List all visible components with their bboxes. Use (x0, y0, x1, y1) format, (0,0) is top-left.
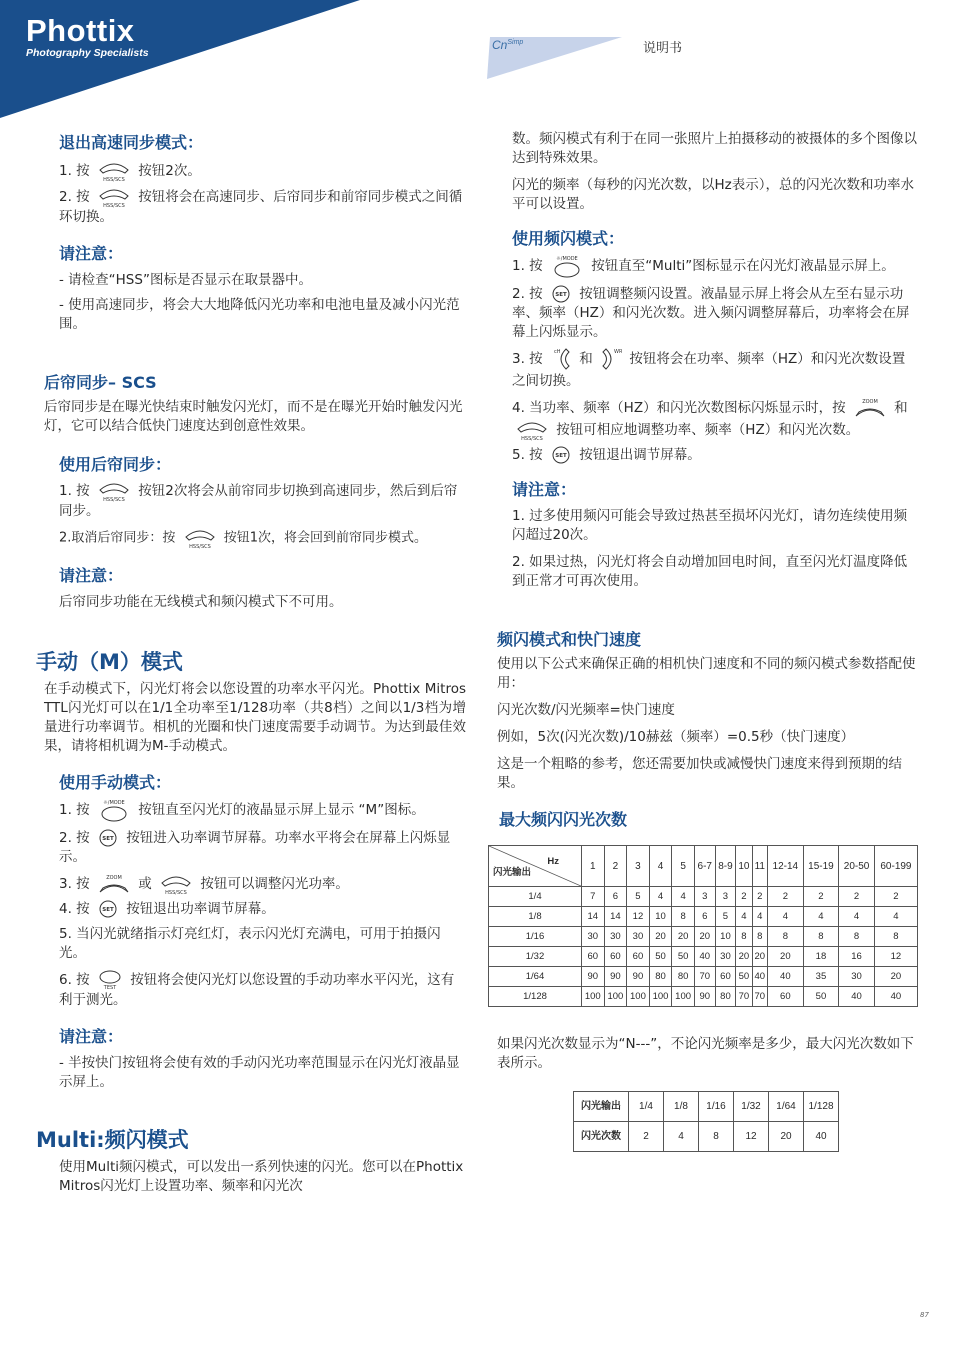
mode-button-icon (550, 254, 584, 278)
flash-count-cell: 20 (736, 947, 752, 967)
max-table-output-row (574, 1092, 839, 1122)
flash-count-cell: 60 (582, 947, 605, 967)
flash-count-cell: 70 (736, 987, 752, 1007)
hz-header-cell: 10 (736, 846, 752, 887)
flash-count-cell: 100 (627, 987, 650, 1007)
flash-count-cell: 12 (874, 947, 917, 967)
hz-label: Hz (547, 856, 559, 867)
flash-count-cell: 80 (715, 987, 736, 1007)
svg-text:WR: WR (614, 349, 623, 355)
language-label: $Cn^{Simp}$ (492, 38, 524, 52)
flash-count-cell: 4 (768, 907, 804, 927)
hss-scs-button-icon (183, 527, 217, 549)
max-count-cell: 40 (804, 1122, 839, 1152)
output-cell: 1/16 (489, 927, 582, 947)
flash-count-cell: 20 (752, 947, 768, 967)
flash-count-cell: 8 (672, 907, 695, 927)
manual-body: 在手动模式下，闪光灯将会以您设置的功率水平闪光。Phottix Mitros TTL闪光灯可以在1/1全功率至1/128功率（共8档）之间以1/3档为增量进行功率调节。相机的光圈和快门速度需要手动调节。为达到最佳效果，请将相机调为M-手动模式。 (44, 681, 466, 754)
flash-count-cell: 70 (752, 987, 768, 1007)
use-multi-step3: 3. 按 ᴄH 和 WR 按钮将会在功率、频率（HZ）和闪光次数设置之间切换。 (512, 346, 918, 391)
note3-heading: 请注意： (59, 1027, 124, 1046)
exit-hss-heading: 退出高速同步模式： (59, 133, 204, 152)
flash-count-cell: 10 (715, 927, 736, 947)
flash-count-cell: 30 (627, 927, 650, 947)
flash-count-cell: 20 (768, 947, 804, 967)
output-cell: 1/32 (489, 947, 582, 967)
output-cell: 1/128 (489, 987, 582, 1007)
flash-count-cell: 60 (604, 947, 627, 967)
flash-count-cell: 10 (649, 907, 672, 927)
hz-header-cell: 4 (649, 846, 672, 887)
use-multi-step2: 2. 按 SET 按钮调整频闪设置。液晶显示屏上将会从左至右显示功率、频率（HZ）和闪光次数。进入频闪调整屏幕后，功率将会在屏幕上闪烁显示。 (512, 286, 910, 340)
flash-count-cell: 80 (672, 967, 695, 987)
flash-count-cell: 40 (874, 987, 917, 1007)
flash-count-cell: 90 (582, 967, 605, 987)
max-count-cell: 8 (699, 1122, 734, 1152)
flash-count-cell: 40 (768, 967, 804, 987)
svg-text:HSS/SCS: HSS/SCS (165, 890, 187, 895)
svg-text:TEST: TEST (103, 985, 117, 991)
flash-count-cell: 90 (694, 987, 715, 1007)
use-multi-step1: 1. 按 ☼/MODE 按钮直至“Multi”图标显示在闪光灯液晶显示屏上。 (512, 254, 918, 278)
doc-title: 说明书 (643, 41, 683, 56)
flash-count-cell: 8 (752, 927, 768, 947)
freq-table-row (489, 947, 918, 967)
zoom-button-icon (853, 397, 887, 419)
flash-count-cell: 3 (715, 887, 736, 907)
hss-scs-button-icon (97, 186, 131, 208)
svg-text:ZOOM: ZOOM (106, 875, 122, 881)
scs-heading: 后帘同步– SCS (44, 373, 157, 392)
flash-count-cell: 4 (736, 907, 752, 927)
frequency-table (488, 845, 918, 1007)
hss-scs-button-icon (97, 160, 131, 182)
use-scs-heading: 使用后帘同步： (59, 455, 172, 474)
left-column (36, 130, 466, 1196)
flash-count-cell: 2 (752, 887, 768, 907)
use-manual-step6: 6. 按 TEST 按钮将会使闪光灯以您设置的手动功率水平闪光，这有利于测光。 (59, 969, 466, 1010)
flash-count-cell: 100 (582, 987, 605, 1007)
output-cell: 1/64 (489, 967, 582, 987)
flash-count-cell: 2 (736, 887, 752, 907)
flash-count-cell: 8 (768, 927, 804, 947)
flash-count-cell: 30 (715, 947, 736, 967)
hz-header-cell: 6-7 (694, 846, 715, 887)
hz-header-cell: 15-19 (803, 846, 839, 887)
multi-intro2: 闪光的频率（每秒的闪光次数，以Hz表示），总的闪光次数和功率水平可以设置。 (512, 177, 914, 212)
flash-count-cell: 30 (604, 927, 627, 947)
flash-count-cell: 30 (582, 927, 605, 947)
note1-heading: 请注意： (59, 244, 124, 263)
flash-count-cell: 35 (803, 967, 839, 987)
max-output-cell: 1/16 (699, 1092, 734, 1122)
svg-text:HSS/SCS: HSS/SCS (103, 203, 125, 208)
max-count-cell: 20 (769, 1122, 804, 1152)
hss-scs-button-icon (159, 873, 193, 895)
use-scs-step1: 1. 按 HSS/SCS 按钮2次将会从前帘同步切换到高速同步，然后到后帘同步。 (59, 480, 466, 521)
flash-count-cell: 7 (582, 887, 605, 907)
flash-count-cell: 50 (649, 947, 672, 967)
use-multi-heading: 使用频闪模式： (512, 229, 625, 248)
page-number: 87 (920, 1311, 929, 1319)
note4-line1: 1. 过多使用频闪可能会导致过热甚至损坏闪光灯，请勿连续使用频闪超过20次。 (512, 508, 908, 543)
svg-text:HSS/SCS: HSS/SCS (188, 544, 211, 549)
use-manual-heading: 使用手动模式： (59, 773, 172, 792)
flash-count-cell: 2 (874, 887, 917, 907)
flash-count-cell: 2 (768, 887, 804, 907)
use-multi-step5: 5. 按 SET 按钮退出调节屏幕。 (512, 447, 701, 463)
flash-count-cell: 70 (694, 967, 715, 987)
freq-table-corner (489, 846, 582, 887)
use-multi-step4: 4. 当功率、频率（HZ）和闪光次数图标闪烁显示时，按 ZOOM 和 HSS/SCS 按钮可相应地调整功率、频率（HZ）和闪光次数。 (512, 399, 908, 441)
use-manual-step5: 5. 当闪光就绪指示灯亮红灯，表示闪光灯充满电，可用于拍摄闪光。 (59, 926, 441, 961)
flash-count-cell: 14 (582, 907, 605, 927)
flash-count-cell: 60 (627, 947, 650, 967)
right-column (493, 130, 918, 1152)
max-output-cell: 1/64 (769, 1092, 804, 1122)
flash-count-cell: 2 (803, 887, 839, 907)
flash-count-cell: 50 (803, 987, 839, 1007)
hz-header-cell: 60-199 (874, 846, 917, 887)
multi-body: 使用Multi频闪模式，可以发出一系列快速的闪光。您可以在Phottix Mitros闪光灯上设置功率、频率和闪光次 (59, 1159, 464, 1194)
shutter-line1: 使用以下公式来确保正确的相机快门速度和不同的频闪模式参数搭配使用： (497, 656, 916, 691)
svg-text:☼/MODE: ☼/MODE (103, 800, 125, 806)
use-manual-step4: 4. 按 SET 按钮退出功率调节屏幕。 (59, 901, 275, 917)
svg-text:ᴄH: ᴄH (553, 349, 561, 355)
freq-table-row (489, 967, 918, 987)
flash-count-cell: 80 (649, 967, 672, 987)
shutter-heading: 频闪模式和快门速度 (497, 630, 642, 649)
max-count-cell: 2 (629, 1122, 664, 1152)
flash-count-cell: 4 (672, 887, 695, 907)
flash-count-cell: 6 (694, 907, 715, 927)
max-count-cell: 4 (664, 1122, 699, 1152)
flash-count-cell: 100 (649, 987, 672, 1007)
svg-text:SET: SET (555, 292, 567, 298)
flash-count-cell: 14 (604, 907, 627, 927)
test-button-icon (97, 969, 123, 991)
hz-header-cell: 3 (627, 846, 650, 887)
manual-heading: 手动（M）模式 (36, 650, 183, 674)
svg-text:☼/MODE: ☼/MODE (556, 256, 578, 262)
max-table-count-label: 闪光次数 (574, 1122, 629, 1152)
svg-text:HSS/SCS: HSS/SCS (103, 497, 125, 502)
brand-logo (26, 14, 149, 59)
shutter-line4: 这是一个粗略的参考，您还需要加快或减慢快门速度来得到预期的结果。 (497, 756, 902, 791)
hss-scs-button-icon (97, 480, 131, 502)
svg-text:SET: SET (102, 907, 114, 913)
left-button-icon (550, 346, 572, 372)
flash-count-cell: 12 (627, 907, 650, 927)
flash-count-cell: 60 (715, 967, 736, 987)
zoom-button-icon (97, 873, 131, 895)
flash-count-cell: 4 (803, 907, 839, 927)
use-manual-step1: 1. 按 ☼/MODE 按钮直至闪光灯的液晶显示屏上显示 “M”图标。 (59, 798, 466, 822)
flash-count-cell: 100 (672, 987, 695, 1007)
svg-text:SET: SET (102, 836, 114, 842)
max-table-output-label: 闪光输出 (574, 1092, 629, 1122)
hz-header-cell: 12-14 (768, 846, 804, 887)
shutter-line2: 闪光次数/闪光频率=快门速度 (497, 702, 675, 718)
flash-count-cell: 8 (736, 927, 752, 947)
flash-count-cell: 50 (736, 967, 752, 987)
use-scs-step2: 2.取消后帘同步：按 HSS/SCS 按钮1次，将会回到前帘同步模式。 (59, 527, 466, 549)
max-table-count-row (574, 1122, 839, 1152)
freq-table-row (489, 887, 918, 907)
use-manual-step3: 3. 按 ZOOM 或 HSS/SCS 按钮可以调整闪光功率。 (59, 875, 349, 895)
flash-count-cell: 5 (627, 887, 650, 907)
right-button-icon (600, 346, 622, 372)
flash-count-cell: 18 (803, 947, 839, 967)
flash-count-cell: 20 (694, 927, 715, 947)
note2-line1: 后帘同步功能在无线模式和频闪模式下不可用。 (59, 594, 343, 610)
note3-line1: - 半按快门按钮将会使有效的手动闪光功率范围显示在闪光灯液晶显示屏上。 (59, 1055, 460, 1090)
note1-line2: - 使用高速同步，将会大大地降低闪光功率和电池电量及减小闪光范围。 (59, 297, 460, 332)
set-button-icon (97, 828, 119, 848)
exit-hss-step2: 2. 按 HSS/SCS 按钮将会在高速同步、后帘同步和前帘同步模式之间循环切换。 (59, 186, 466, 227)
flash-count-cell: 40 (694, 947, 715, 967)
svg-text:HSS/SCS: HSS/SCS (103, 177, 125, 182)
flash-count-cell: 30 (839, 967, 875, 987)
flash-count-cell: 6 (604, 887, 627, 907)
flash-count-cell: 20 (874, 967, 917, 987)
max-heading: 最大频闪闪光次数 (499, 810, 628, 829)
flash-count-cell: 8 (803, 927, 839, 947)
svg-text:SET: SET (555, 453, 567, 459)
hz-header-cell: 2 (604, 846, 627, 887)
logo-tagline: Photography Specialists (26, 47, 149, 59)
max-output-cell: 1/128 (804, 1092, 839, 1122)
use-manual-step2: 2. 按 SET 按钮进入功率调节屏幕。功率水平将会在屏幕上闪烁显示。 (59, 830, 451, 865)
hss-scs-button-icon (515, 419, 549, 441)
n-note: 如果闪光次数显示为“N---”，不论闪光频率是多少，最大闪光次数如下表所示。 (497, 1036, 914, 1071)
max-output-cell: 1/32 (734, 1092, 769, 1122)
note4-line2: 2. 如果过热，闪光灯将会自动增加回电时间，直至闪光灯温度降低到正常才可再次使用。 (512, 554, 908, 589)
flash-count-cell: 50 (672, 947, 695, 967)
flash-count-cell: 16 (839, 947, 875, 967)
flash-count-cell: 5 (715, 907, 736, 927)
freq-table-row (489, 927, 918, 947)
note1-line1: - 请检查“HSS”图标是否显示在取景器中。 (59, 272, 312, 288)
note4-heading: 请注意： (512, 480, 577, 499)
flash-count-cell: 40 (752, 967, 768, 987)
logo-name: Phottix (26, 13, 135, 48)
note2-heading: 请注意： (59, 566, 124, 585)
flash-count-cell: 4 (649, 887, 672, 907)
exit-hss-step1: 1. 按 HSS/SCS 按钮2次。 (59, 160, 466, 182)
hz-header-cell: 1 (582, 846, 605, 887)
svg-text:HSS/SCS: HSS/SCS (521, 436, 543, 441)
flash-count-cell: 4 (752, 907, 768, 927)
hz-header-cell: 5 (672, 846, 695, 887)
flash-count-cell: 4 (874, 907, 917, 927)
hz-header-cell: 8-9 (715, 846, 736, 887)
flash-count-cell: 8 (874, 927, 917, 947)
max-output-cell: 1/8 (664, 1092, 699, 1122)
flash-count-cell: 20 (649, 927, 672, 947)
flash-count-cell: 40 (839, 987, 875, 1007)
set-button-icon (550, 445, 572, 465)
scs-body: 后帘同步是在曝光快结束时触发闪光灯，而不是在曝光开始时触发闪光灯，它可以结合低快门速度达到创意性效果。 (44, 399, 463, 434)
flash-count-cell: 4 (839, 907, 875, 927)
flash-count-cell: 100 (604, 987, 627, 1007)
svg-text:ZOOM: ZOOM (862, 399, 878, 405)
flash-count-cell: 60 (768, 987, 804, 1007)
multi-intro1: 数。频闪模式有利于在同一张照片上拍摄移动的被摄体的多个图像以达到特殊效果。 (512, 131, 917, 166)
flash-count-cell: 3 (694, 887, 715, 907)
set-button-icon (97, 899, 119, 919)
shutter-line3: 例如，5次(闪光次数)/10赫兹（频率）=0.5秒（快门速度） (497, 729, 855, 745)
multi-heading: Multi:频闪模式 (36, 1128, 189, 1152)
output-cell: 1/4 (489, 887, 582, 907)
max-count-table (573, 1091, 839, 1152)
output-label: 闪光输出 (493, 867, 532, 878)
hz-header-cell: 20-50 (839, 846, 875, 887)
output-cell: 1/8 (489, 907, 582, 927)
set-button-icon (550, 284, 572, 304)
freq-table-row (489, 987, 918, 1007)
flash-count-cell: 90 (604, 967, 627, 987)
mode-button-icon (97, 798, 131, 822)
flash-count-cell: 90 (627, 967, 650, 987)
flash-count-cell: 8 (839, 927, 875, 947)
flash-count-cell: 20 (672, 927, 695, 947)
hz-header-cell: 11 (752, 846, 768, 887)
max-output-cell: 1/4 (629, 1092, 664, 1122)
flash-count-cell: 2 (839, 887, 875, 907)
max-count-cell: 12 (734, 1122, 769, 1152)
freq-table-row (489, 907, 918, 927)
